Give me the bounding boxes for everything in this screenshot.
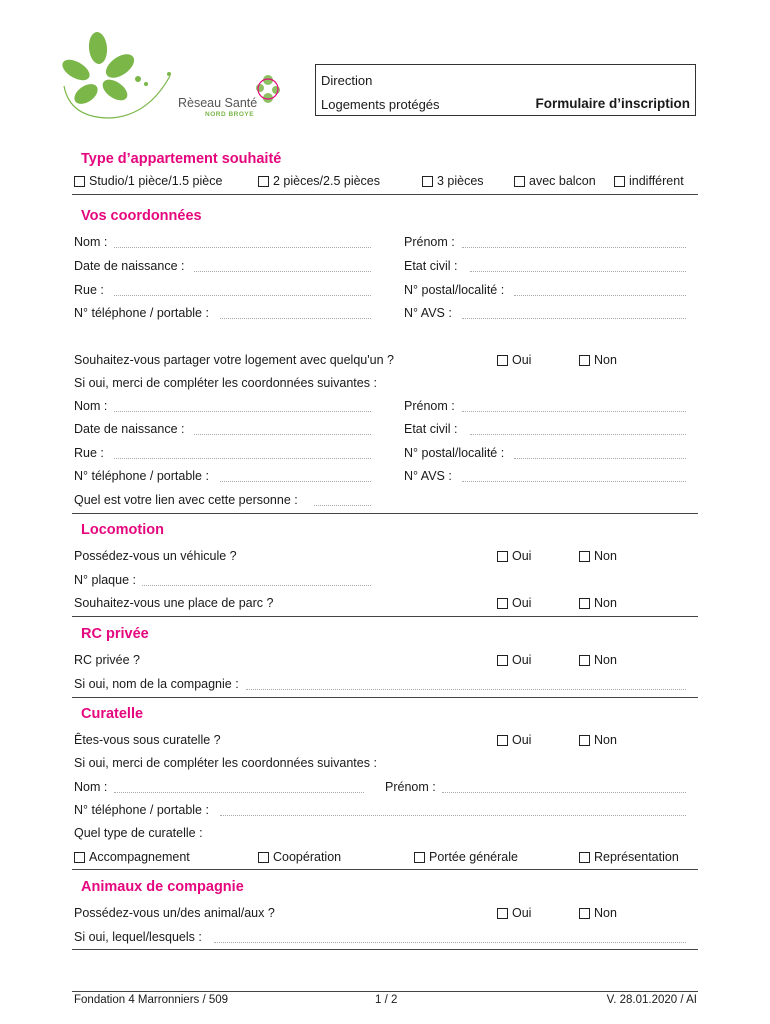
label-prenom: Prénom :: [404, 235, 455, 249]
checkbox-2-pieces[interactable]: 2 pièces/2.5 pièces: [258, 174, 380, 188]
checkbox-accompagnement[interactable]: Accompagnement: [74, 850, 190, 864]
checkbox-icon: [258, 176, 269, 187]
section-divider: [72, 513, 698, 514]
field-curateur-nom[interactable]: [114, 792, 364, 793]
section-divider: [72, 194, 698, 195]
checkbox-icon: [422, 176, 433, 187]
field-prenom[interactable]: [462, 247, 686, 248]
info-curatelle: Si oui, merci de compléter les coordonnées suivantes :: [74, 756, 377, 770]
question-lien: Quel est votre lien avec cette personne :: [74, 493, 298, 507]
checkbox-icon: [514, 176, 525, 187]
field-etat-civil-2[interactable]: [470, 434, 686, 435]
field-prenom-2[interactable]: [462, 411, 686, 412]
checkbox-rc-oui[interactable]: Oui: [497, 653, 531, 667]
field-plaque[interactable]: [142, 585, 371, 586]
checkbox-rc-non[interactable]: Non: [579, 653, 617, 667]
reseau-sante-logo: [60, 26, 300, 126]
brand-name: Rèseau Santé: [178, 96, 258, 110]
checkbox-icon: [579, 908, 590, 919]
checkbox-icon: [497, 735, 508, 746]
question-vehicule: Possédez-vous un véhicule ?: [74, 549, 237, 563]
question-type-curatelle: Quel type de curatelle :: [74, 826, 203, 840]
checkbox-icon: [579, 735, 590, 746]
info-partage: Si oui, merci de compléter les coordonnées suivantes :: [74, 376, 377, 390]
label-curateur-telephone: N° téléphone / portable :: [74, 803, 209, 817]
field-animaux-lequel[interactable]: [214, 942, 686, 943]
field-naissance-2[interactable]: [194, 434, 371, 435]
checkbox-icon: [497, 551, 508, 562]
label-rue-2: Rue :: [74, 446, 104, 460]
footer-divider: [72, 991, 698, 992]
label-naissance-2: Date de naissance :: [74, 422, 185, 436]
label-nom-2: Nom :: [74, 399, 108, 413]
section-title-coordonnees: Vos coordonnées: [81, 208, 202, 224]
section-divider: [72, 869, 698, 870]
checkbox-icon: [74, 852, 85, 863]
form-title: Formulaire d’inscription: [535, 96, 690, 111]
label-etat-civil-2: Etat civil :: [404, 422, 458, 436]
checkbox-indifferent[interactable]: indifférent: [614, 174, 684, 188]
section-divider: [72, 616, 698, 617]
field-avs-2[interactable]: [462, 481, 686, 482]
field-telephone[interactable]: [220, 318, 371, 319]
question-partage: Souhaitez-vous partager votre logement avec quelqu'un ?: [74, 353, 394, 367]
checkbox-icon: [614, 176, 625, 187]
checkbox-icon: [74, 176, 85, 187]
checkbox-studio[interactable]: Studio/1 pièce/1.5 pièce: [74, 174, 222, 188]
checkbox-icon: [497, 655, 508, 666]
question-rc: RC privée ?: [74, 653, 140, 667]
checkbox-icon: [579, 655, 590, 666]
brand-subtitle: NORD BROYE: [205, 111, 255, 118]
label-telephone-2: N° téléphone / portable :: [74, 469, 209, 483]
checkbox-icon: [497, 355, 508, 366]
checkbox-icon: [579, 355, 590, 366]
footer-left: Fondation 4 Marronniers / 509: [74, 994, 229, 1006]
checkbox-icon: [579, 852, 590, 863]
field-curateur-telephone[interactable]: [220, 815, 686, 816]
section-title-animaux: Animaux de compagnie: [81, 879, 244, 895]
question-parc: Souhaitez-vous une place de parc ?: [74, 596, 274, 610]
section-title-locomotion: Locomotion: [81, 522, 164, 538]
label-plaque: N° plaque :: [74, 573, 136, 587]
field-telephone-2[interactable]: [220, 481, 371, 482]
label-nom: Nom :: [74, 235, 108, 249]
field-postal[interactable]: [514, 295, 686, 296]
question-curatelle: Êtes-vous sous curatelle ?: [74, 733, 221, 747]
checkbox-3-pieces[interactable]: 3 pièces: [422, 174, 484, 188]
label-telephone: N° téléphone / portable :: [74, 306, 209, 320]
checkbox-icon: [579, 551, 590, 562]
checkbox-curatelle-oui[interactable]: Oui: [497, 733, 531, 747]
label-etat-civil: Etat civil :: [404, 259, 458, 273]
question-animaux: Possédez-vous un/des animal/aux ?: [74, 906, 275, 920]
label-postal-2: N° postal/localité :: [404, 446, 505, 460]
field-postal-2[interactable]: [514, 458, 686, 459]
label-rue: Rue :: [74, 283, 104, 297]
checkbox-balcon[interactable]: avec balcon: [514, 174, 596, 188]
field-lien[interactable]: [314, 505, 371, 506]
checkbox-icon: [579, 598, 590, 609]
checkbox-animaux-non[interactable]: Non: [579, 906, 617, 920]
field-nom[interactable]: [114, 247, 371, 248]
label-avs-2: N° AVS :: [404, 469, 452, 483]
checkbox-icon: [497, 908, 508, 919]
section-divider: [72, 949, 698, 950]
field-curateur-prenom[interactable]: [442, 792, 686, 793]
field-rue-2[interactable]: [114, 458, 371, 459]
field-nom-2[interactable]: [114, 411, 371, 412]
label-postal: N° postal/localité :: [404, 283, 505, 297]
checkbox-cooperation[interactable]: Coopération: [258, 850, 341, 864]
footer-version: V. 28.01.2020 / AI: [606, 994, 697, 1006]
section-divider: [72, 697, 698, 698]
checkbox-icon: [414, 852, 425, 863]
checkbox-vehicule-non[interactable]: Non: [579, 549, 617, 563]
label-compagnie: Si oui, nom de la compagnie :: [74, 677, 239, 691]
checkbox-icon: [258, 852, 269, 863]
checkbox-partage-non[interactable]: Non: [579, 353, 617, 367]
checkbox-parc-oui[interactable]: Oui: [497, 596, 531, 610]
checkbox-portee-generale[interactable]: Portée générale: [414, 850, 518, 864]
checkbox-parc-non[interactable]: Non: [579, 596, 617, 610]
checkbox-vehicule-oui[interactable]: Oui: [497, 549, 531, 563]
label-curateur-nom: Nom :: [74, 780, 108, 794]
field-etat-civil[interactable]: [470, 271, 686, 272]
field-compagnie[interactable]: [246, 689, 686, 690]
label-curateur-prenom: Prénom :: [385, 780, 436, 794]
section-title-rc: RC privée: [81, 626, 149, 642]
label-animaux-lequel: Si oui, lequel/lesquels :: [74, 930, 202, 944]
label-naissance: Date de naissance :: [74, 259, 185, 273]
section-title-appartement: Type d’appartement souhaité: [81, 151, 282, 167]
label-prenom-2: Prénom :: [404, 399, 455, 413]
checkbox-representation[interactable]: Représentation: [579, 850, 679, 864]
field-rue[interactable]: [114, 295, 371, 296]
label-avs: N° AVS :: [404, 306, 452, 320]
section-title-curatelle: Curatelle: [81, 706, 144, 722]
checkbox-animaux-oui[interactable]: Oui: [497, 906, 531, 920]
footer-page-number: 1 / 2: [375, 994, 398, 1006]
field-avs[interactable]: [462, 318, 686, 319]
checkbox-partage-oui[interactable]: Oui: [497, 353, 531, 367]
field-naissance[interactable]: [194, 271, 371, 272]
header-direction: Direction: [321, 73, 373, 88]
checkbox-icon: [497, 598, 508, 609]
checkbox-curatelle-non[interactable]: Non: [579, 733, 617, 747]
header-department: Logements protégés: [321, 97, 440, 112]
